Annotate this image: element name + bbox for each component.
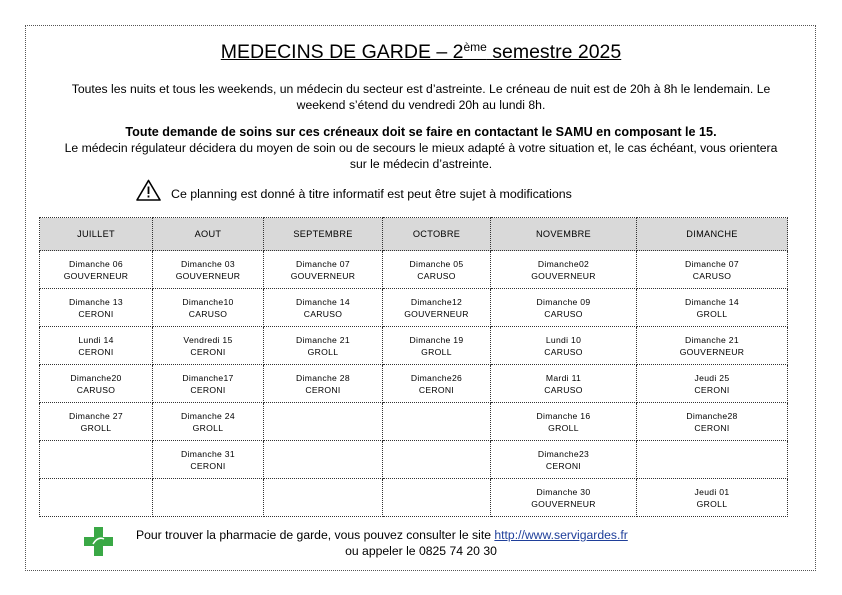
cell-date: Dimanche20 xyxy=(70,372,122,383)
cell-doctor: GOUVERNEUR xyxy=(404,308,469,319)
table-row xyxy=(40,327,788,365)
schedule-cell xyxy=(264,403,383,441)
schedule-cell xyxy=(264,441,383,479)
schedule-cell xyxy=(264,365,383,403)
cell-date: Dimanche 14 xyxy=(685,296,739,307)
page-title: MEDECINS DE GARDE – 2ème semestre 2025 xyxy=(220,40,622,63)
schedule-cell xyxy=(153,441,264,479)
column-header: DIMANCHE xyxy=(637,218,788,251)
table-row xyxy=(40,441,788,479)
schedule-cell xyxy=(383,327,491,365)
cell-date: Dimanche 19 xyxy=(409,334,464,345)
schedule-cell xyxy=(40,441,153,479)
cell-doctor: CERONI xyxy=(190,346,226,357)
cell-date: Mardi 11 xyxy=(545,372,582,383)
cell-date: Dimanche 30 xyxy=(536,486,591,497)
schedule-cell xyxy=(40,365,153,403)
table-row xyxy=(40,365,788,403)
cell-date: Jeudi 01 xyxy=(694,486,730,497)
schedule-cell xyxy=(491,289,637,327)
schedule-cell xyxy=(383,251,491,289)
cell-doctor: CARUSO xyxy=(188,308,228,319)
pharmacy-line xyxy=(136,528,628,542)
schedule-cell xyxy=(383,441,491,479)
cell-date: Dimanche 13 xyxy=(69,296,123,307)
schedule-cell xyxy=(264,479,383,517)
table-row xyxy=(40,289,788,327)
cell-doctor: CERONI xyxy=(78,308,114,319)
cell-doctor: CERONI xyxy=(78,346,114,357)
cell-doctor: CARUSO xyxy=(303,308,343,319)
cell-date: Dimanche 14 xyxy=(296,296,350,307)
column-header: NOVEMBRE xyxy=(491,218,637,251)
cell-date: Lundi 10 xyxy=(545,334,582,345)
samu-bold-text: Toute demande de soins sur ces créneaux doit se faire en contactant le SAMU en composant le 15. xyxy=(125,125,717,139)
schedule-cell xyxy=(153,479,264,517)
cell-doctor: GOUVERNEUR xyxy=(290,270,356,281)
cell-doctor: CARUSO xyxy=(544,308,583,319)
cell-doctor: CARUSO xyxy=(544,346,583,357)
schedule-cell xyxy=(383,365,491,403)
cell-doctor: CERONI xyxy=(190,384,226,395)
samu-notice xyxy=(55,124,787,172)
schedule-cell xyxy=(383,479,491,517)
schedule-cell xyxy=(264,289,383,327)
schedule-cell xyxy=(40,479,153,517)
column-header: SEPTEMBRE xyxy=(264,218,383,251)
cell-doctor: CERONI xyxy=(694,384,730,395)
cell-date: Dimanche 27 xyxy=(69,410,123,421)
schedule-cell xyxy=(40,403,153,441)
schedule-cell xyxy=(40,327,153,365)
schedule-cell xyxy=(491,479,637,517)
schedule-cell xyxy=(264,327,383,365)
cell-date: Dimanche23 xyxy=(537,448,590,459)
cell-date: Vendredi 15 xyxy=(183,334,233,345)
cell-date: Dimanche 16 xyxy=(536,410,591,421)
warning-text: Ce planning est donné à titre informatif est peut être sujet à modifications xyxy=(171,187,572,201)
cell-date: Dimanche 07 xyxy=(296,258,350,269)
schedule-cell xyxy=(491,365,637,403)
schedule-cell xyxy=(637,441,788,479)
samu-text: Le médecin régulateur décidera du moyen de soin ou de secours le mieux adapté à votre situation et, le cas échéant, vous orientera sur le médecin d’astreinte. xyxy=(64,141,778,171)
schedule-cell xyxy=(491,403,637,441)
servigardes-link[interactable]: http://www.servigardes.fr xyxy=(494,528,628,542)
schedule-cell xyxy=(491,327,637,365)
schedule-cell xyxy=(153,251,264,289)
cell-date: Dimanche 21 xyxy=(296,334,350,345)
column-header: JUILLET xyxy=(40,218,153,251)
cell-date: Dimanche17 xyxy=(182,372,234,383)
cell-date: Dimanche 28 xyxy=(296,372,350,383)
cell-doctor: GROLL xyxy=(307,346,339,357)
cell-doctor: CARUSO xyxy=(692,270,732,281)
cell-doctor: CERONI xyxy=(418,384,455,395)
cell-doctor: GROLL xyxy=(548,422,579,433)
cell-date: Lundi 14 xyxy=(78,334,114,345)
cell-date: Dimanche28 xyxy=(686,410,738,421)
cell-date: Dimanche12 xyxy=(410,296,463,307)
schedule-table xyxy=(39,217,788,517)
cell-doctor: GROLL xyxy=(192,422,224,433)
schedule-cell xyxy=(153,403,264,441)
intro-text: Toutes les nuits et tous les weekends, un médecin du secteur est d’astreinte. Le créneau de nuit est de 20h à 8h le lendemain. Le weekend s’étend du vendredi 20h au lundi 8h. xyxy=(71,82,771,112)
cell-doctor: CERONI xyxy=(694,422,730,433)
pharmacy-text: Pour trouver la pharmacie de garde, vous pouvez consulter le site xyxy=(136,528,495,542)
schedule-cell xyxy=(637,251,788,289)
schedule-cell xyxy=(383,403,491,441)
schedule-cell xyxy=(264,251,383,289)
warning-icon xyxy=(136,179,161,201)
schedule-cell xyxy=(40,251,153,289)
schedule-cell xyxy=(153,289,264,327)
column-header: OCTOBRE xyxy=(383,218,491,251)
cell-date: Dimanche 24 xyxy=(181,410,235,421)
cell-date: Dimanche 05 xyxy=(409,258,464,269)
cell-date: Dimanche10 xyxy=(182,296,234,307)
cell-doctor: CERONI xyxy=(305,384,341,395)
schedule-cell xyxy=(637,327,788,365)
table-row xyxy=(40,403,788,441)
cell-date: Dimanche 31 xyxy=(181,448,235,459)
cell-doctor: CERONI xyxy=(190,460,226,471)
cell-date: Dimanche 09 xyxy=(536,296,591,307)
schedule-cell xyxy=(637,403,788,441)
schedule-cell xyxy=(637,479,788,517)
schedule-cell xyxy=(637,289,788,327)
cell-doctor: GOUVERNEUR xyxy=(63,270,129,281)
cell-date: Dimanche26 xyxy=(410,372,463,383)
cell-date: Jeudi 25 xyxy=(694,372,730,383)
schedule-cell xyxy=(383,289,491,327)
cell-doctor: GOUVERNEUR xyxy=(531,498,596,509)
column-header: AOUT xyxy=(153,218,264,251)
schedule-cell xyxy=(40,289,153,327)
cell-doctor: GOUVERNEUR xyxy=(531,270,596,281)
schedule-cell xyxy=(153,327,264,365)
cell-date: Dimanche 06 xyxy=(69,258,123,269)
schedule-cell xyxy=(491,441,637,479)
cell-doctor: CARUSO xyxy=(417,270,456,281)
cell-doctor: CARUSO xyxy=(76,384,116,395)
table-row xyxy=(40,251,788,289)
cell-doctor: GROLL xyxy=(80,422,112,433)
schedule-cell xyxy=(491,251,637,289)
table-row xyxy=(40,479,788,517)
schedule-cell xyxy=(153,365,264,403)
cell-date: Dimanche 21 xyxy=(685,334,739,345)
cell-doctor: CARUSO xyxy=(544,384,583,395)
cell-doctor: GOUVERNEUR xyxy=(175,270,241,281)
phone-line: ou appeler le 0825 74 20 30 xyxy=(345,544,497,558)
cell-date: Dimanche 07 xyxy=(685,258,739,269)
cell-doctor: GROLL xyxy=(421,346,452,357)
cell-date: Dimanche02 xyxy=(537,258,590,269)
table-header-row xyxy=(40,218,788,251)
cell-doctor: CERONI xyxy=(545,460,582,471)
cell-doctor: GROLL xyxy=(696,308,728,319)
cell-date: Dimanche 03 xyxy=(181,258,235,269)
cell-doctor: GOUVERNEUR xyxy=(679,346,745,357)
cell-doctor: GROLL xyxy=(696,498,728,509)
schedule-cell xyxy=(637,365,788,403)
